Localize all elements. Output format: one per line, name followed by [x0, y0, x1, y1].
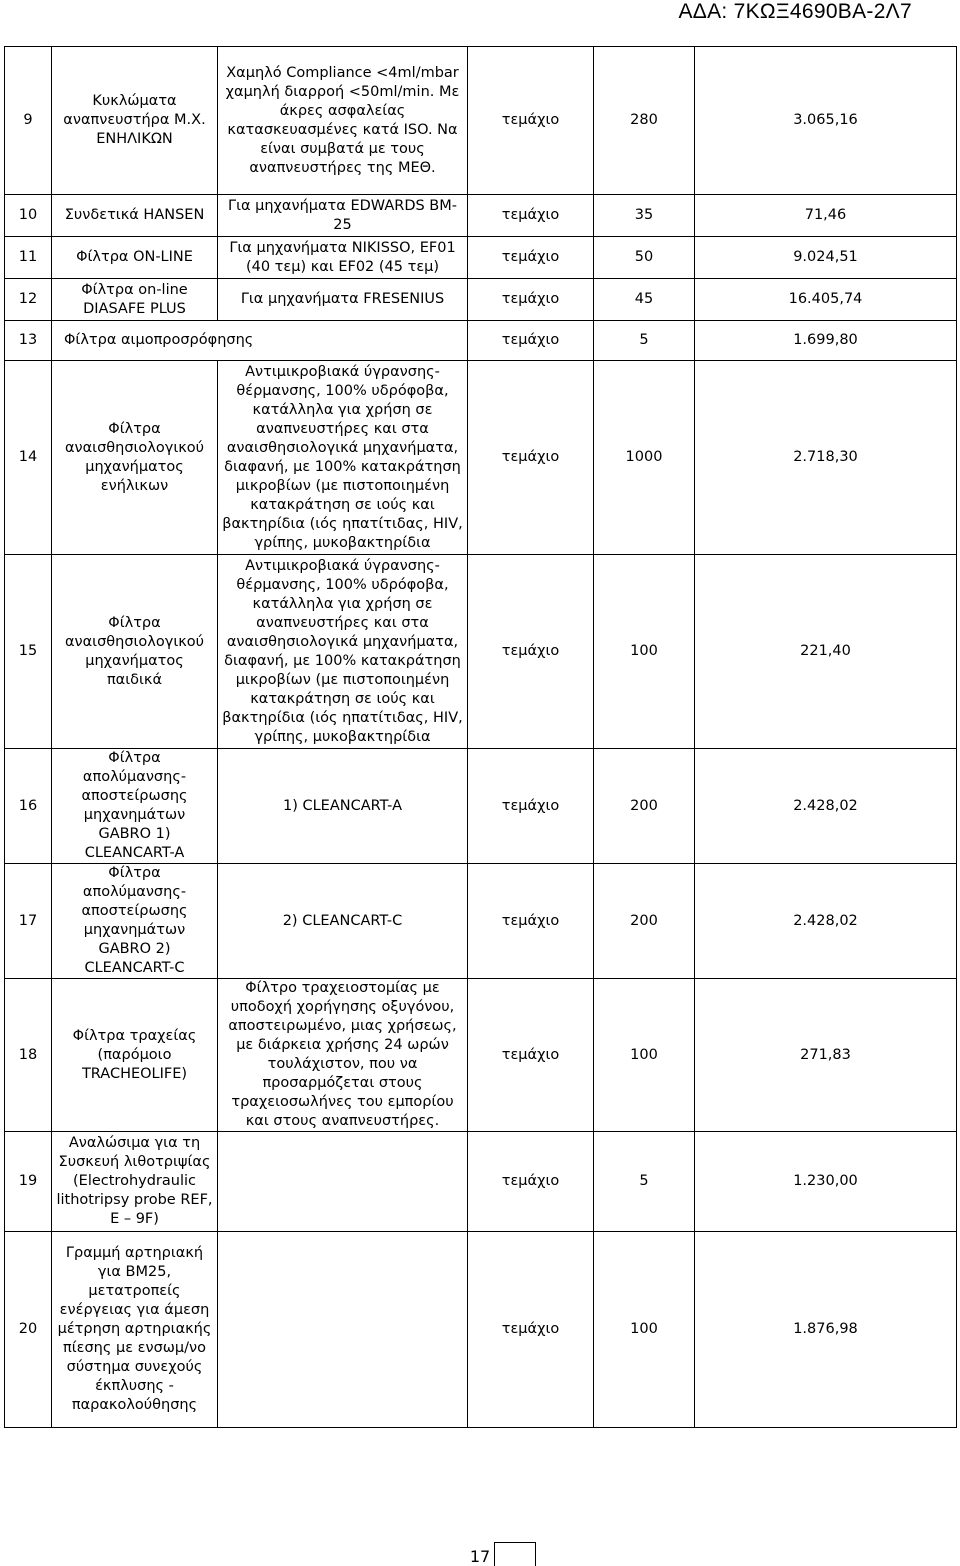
- item-qty: 200: [594, 749, 695, 864]
- row-number: 20: [5, 1232, 52, 1428]
- item-price: 2.718,30: [695, 361, 957, 555]
- item-qty: 100: [594, 555, 695, 749]
- item-unit: τεμάχιο: [468, 864, 594, 979]
- item-spec: 1) CLEANCART-A: [218, 749, 468, 864]
- page-number: 17: [469, 1547, 491, 1566]
- item-qty: 100: [594, 1232, 695, 1428]
- item-unit: τεμάχιο: [468, 361, 594, 555]
- item-unit: τεμάχιο: [468, 279, 594, 321]
- item-qty: 1000: [594, 361, 695, 555]
- item-spec: Για μηχανήματα EDWARDS BM-25: [218, 195, 468, 237]
- item-price: 3.065,16: [695, 47, 957, 195]
- item-spec: Για μηχανήματα NIKISSO, EF01 (40 τεμ) και EF02 (45 τεμ): [218, 237, 468, 279]
- item-qty: 200: [594, 864, 695, 979]
- item-unit: τεμάχιο: [468, 555, 594, 749]
- item-name: Φίλτρα τραχείας (παρόμοιο TRACHEOLIFE): [52, 979, 218, 1132]
- table-row: [5, 864, 957, 979]
- row-number: 19: [5, 1132, 52, 1232]
- item-spec: Χαμηλό Compliance <4ml/mbar χαμηλή διαρροή <50ml/min. Με άκρες ασφαλείας κατασκευασμένες κατά ISO. Να είναι συμβατά με τους αναπνευστήρες της ΜΕΘ.: [218, 47, 468, 195]
- item-price: 1.876,98: [695, 1232, 957, 1428]
- item-name: Φίλτρα απολύμανσης-αποστείρωσης μηχανημάτων GABRO 1) CLEANCART-A: [52, 749, 218, 864]
- row-number: 10: [5, 195, 52, 237]
- item-qty: 5: [594, 1132, 695, 1232]
- item-name: Αναλώσιμα για τη Συσκευή λιθοτριψίας (Electrohydraulic lithotripsy probe REF, E – 9F): [52, 1132, 218, 1232]
- item-name: Φίλτρα απολύμανσης-αποστείρωσης μηχανημάτων GABRO 2) CLEANCART-C: [52, 864, 218, 979]
- ada-code: ΑΔΑ: 7ΚΩΞ4690ΒΑ-2Λ7: [678, 0, 912, 23]
- item-name: Φίλτρα ON-LINE: [52, 237, 218, 279]
- item-unit: τεμάχιο: [468, 749, 594, 864]
- item-unit: τεμάχιο: [468, 1132, 594, 1232]
- item-unit: τεμάχιο: [468, 237, 594, 279]
- table-row: [5, 749, 957, 864]
- row-number: 13: [5, 321, 52, 361]
- item-spec: [218, 1232, 468, 1428]
- row-number: 12: [5, 279, 52, 321]
- table-row: [5, 321, 957, 361]
- item-name: Φίλτρα αναισθησιολογικού μηχανήματος ενήλικων: [52, 361, 218, 555]
- item-price: 9.024,51: [695, 237, 957, 279]
- table-row: [5, 1132, 957, 1232]
- item-spec: Αντιμικροβιακά ύγρανσης-θέρμανσης, 100% υδρόφοβα, κατάλληλα για χρήση σε αναπνευστήρες και στα αναισθησιολογικά μηχανήματα, διαφανή, με 100% κατακράτηση μικροβίων (με πιστοποιημένη κατακράτηση σε ιούς και βακτηρίδια (ιός ηπατίτιδας, HIV, γρίπης, μυκοβακτηρίδια: [218, 555, 468, 749]
- table-row: [5, 195, 957, 237]
- item-unit: τεμάχιο: [468, 321, 594, 361]
- item-unit: τεμάχιο: [468, 979, 594, 1132]
- table-row: [5, 237, 957, 279]
- item-qty: 45: [594, 279, 695, 321]
- row-number: 11: [5, 237, 52, 279]
- table-row: [5, 47, 957, 195]
- item-qty: 50: [594, 237, 695, 279]
- row-number: 14: [5, 361, 52, 555]
- item-spec: Αντιμικροβιακά ύγρανσης-θέρμανσης, 100% υδρόφοβα, κατάλληλα για χρήση σε αναπνευστήρες και στα αναισθησιολογικά μηχανήματα, διαφανή, με 100% κατακράτηση μικροβίων (με πιστοποιημένη κατακράτηση σε ιούς και βακτηρίδια (ιός ηπατίτιδας, HIV, γρίπης, μυκοβακτηρίδια: [218, 361, 468, 555]
- row-number: 18: [5, 979, 52, 1132]
- item-qty: 5: [594, 321, 695, 361]
- item-spec: Φίλτρο τραχειοστομίας με υποδοχή χορήγησης οξυγόνου, αποστειρωμένο, μιας χρήσεως, με διάρκεια χρήσης 24 ωρών τουλάχιστον, που να προσαρμόζεται στους τραχειοσωλήνες του εμπορίου και στους αναπνευστήρες.: [218, 979, 468, 1132]
- item-spec: [218, 1132, 468, 1232]
- item-price: 271,83: [695, 979, 957, 1132]
- item-price: 2.428,02: [695, 864, 957, 979]
- table-row: [5, 979, 957, 1132]
- procurement-table: [4, 46, 957, 1428]
- item-price: 2.428,02: [695, 749, 957, 864]
- row-number: 15: [5, 555, 52, 749]
- row-number: 17: [5, 864, 52, 979]
- table-row: [5, 555, 957, 749]
- item-name: Συνδετικά HANSEN: [52, 195, 218, 237]
- item-price: 16.405,74: [695, 279, 957, 321]
- item-unit: τεμάχιο: [468, 195, 594, 237]
- item-spec: Για μηχανήματα FRESENIUS: [218, 279, 468, 321]
- item-name: Γραμμή αρτηριακή για BM25, μετατροπείς ενέργειας για άμεση μέτρηση αρτηριακής πίεσης με ενσωμ/νο σύστημα συνεχούς έκπλυσης - παρακολούθησης: [52, 1232, 218, 1428]
- item-qty: 35: [594, 195, 695, 237]
- item-name: Φίλτρα αναισθησιολογικού μηχανήματος παιδικά: [52, 555, 218, 749]
- table-row: [5, 361, 957, 555]
- table-row: [5, 279, 957, 321]
- item-spec: 2) CLEANCART-C: [218, 864, 468, 979]
- item-name: Φίλτρα on-line DIASAFE PLUS: [52, 279, 218, 321]
- item-unit: τεμάχιο: [468, 47, 594, 195]
- item-price: 1.699,80: [695, 321, 957, 361]
- row-number: 9: [5, 47, 52, 195]
- table-row: [5, 1232, 957, 1428]
- item-price: 71,46: [695, 195, 957, 237]
- row-number: 16: [5, 749, 52, 864]
- item-unit: τεμάχιο: [468, 1232, 594, 1428]
- item-qty: 100: [594, 979, 695, 1132]
- item-price: 1.230,00: [695, 1132, 957, 1232]
- item-qty: 280: [594, 47, 695, 195]
- item-name: Φίλτρα αιμοπροσρόφησης: [52, 321, 468, 361]
- item-name: Κυκλώματα αναπνευστήρα Μ.Χ. ΕΝΗΛΙΚΩΝ: [52, 47, 218, 195]
- item-price: 221,40: [695, 555, 957, 749]
